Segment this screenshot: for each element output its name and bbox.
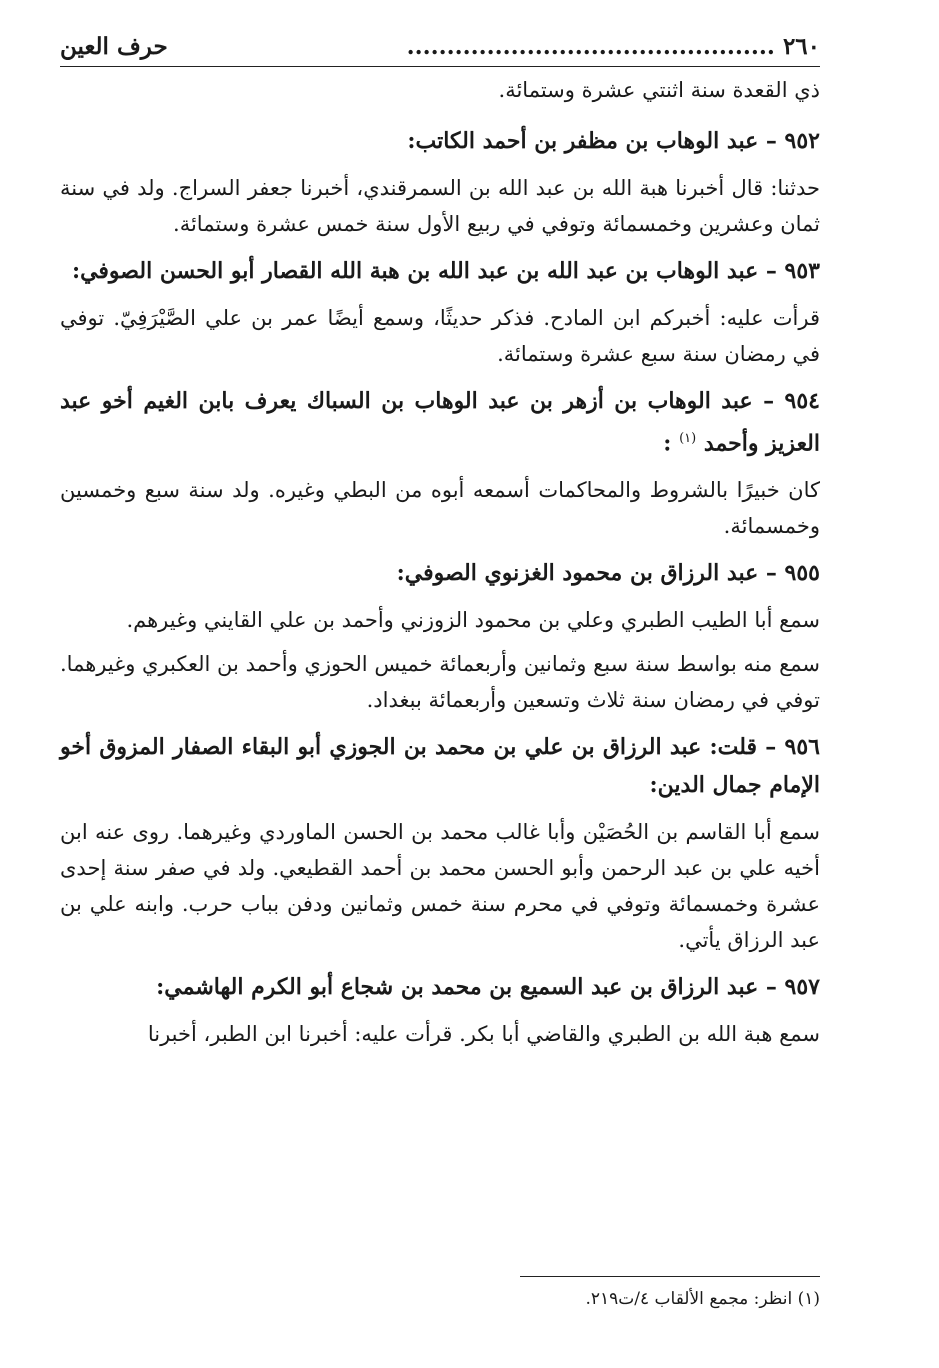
- entry-paragraph: سمع أبا القاسم بن الحُصَيْن وأبا غالب محمد بن الحسن الماوردي وغيرهما. روى عنه ابن أخيه علي بن عبد الرحمن وأبو الحسن محمد بن أحمد القطيعي. ولد في صفر سنة إحدى عشرة وخمسمائة وتوفي في محرم سنة خمس وثمانين ودفن بباب حرب. وابنه علي بن عبد الرزاق يأتي.: [60, 820, 820, 953]
- entry-heading: ٩٥٦ – قلت: عبد الرزاق بن علي بن محمد بن الجوزي أبو البقاء الصفار المزوق أخو الإمام جمال الدين:: [60, 734, 820, 799]
- header-rule: [60, 66, 820, 67]
- entry-paragraph: قرأت عليه: أخبركم ابن المادح. فذكر حديثًا، وسمع أيضًا عمر بن علي الصَّيْرَفِيّ. توفي في رمضان سنة سبع عشرة وستمائة.: [60, 306, 820, 366]
- entry-heading: ٩٥٣ – عبد الوهاب بن عبد الله بن عبد الله بن هبة الله القصار أبو الحسن الصوفي:: [71, 258, 820, 284]
- running-header: [60, 28, 820, 64]
- entry-paragraph: سمع منه بواسط سنة سبع وثمانين وأربعمائة خميس الحوزي وأحمد بن العكبري وغيرهما. توفي في رمضان سنة ثلاث وتسعين وأربعمائة ببغداد.: [60, 652, 820, 713]
- footnote-rule: [520, 1276, 820, 1277]
- entry-952: [60, 122, 820, 242]
- page-number: [407, 33, 820, 60]
- entry-heading-text: ٩٥٤ – عبد الوهاب بن أزهر بن عبد الوهاب بن السباك يعرف بابن الغيم أخو عبد العزيز وأحمد: [60, 388, 820, 457]
- entry-paragraph: سمع أبا الطيب الطبري وعلي بن محمود الزوزني وأحمد بن علي القايني وغيرهم.: [126, 608, 820, 633]
- entry-paragraph: سمع هبة الله بن الطبري والقاضي أبا بكر. قرأت عليه: أخبرنا ابن الطبر، أخبرنا: [147, 1022, 820, 1047]
- header-dots: ..............................................: [406, 32, 775, 60]
- entry-heading: ٩٥٢ – عبد الوهاب بن مظفر بن أحمد الكاتب:: [407, 128, 820, 154]
- entry-955: [60, 554, 820, 718]
- entry-957: [60, 968, 820, 1052]
- entry-paragraph: حدثنا: قال أخبرنا هبة الله بن عبد الله بن السمرقندي، أخبرنا جعفر السراج. ولد في سنة ثمان وعشرين وخمسمائة وتوفي في ربيع الأول سنة خمس عشرة وستمائة.: [60, 176, 820, 236]
- footnote-reference[interactable]: (١): [679, 431, 697, 446]
- entry-956: [60, 728, 820, 958]
- section-title: حرف العين: [60, 32, 168, 60]
- entry-954: [60, 382, 820, 544]
- entry-heading-end: :: [663, 430, 672, 457]
- entry-heading: [60, 382, 820, 462]
- entry-paragraph: كان خبيرًا بالشروط والمحاكمات أسمعه أبوه من البطي وغيره. ولد سنة سبع وخمسين وخمسمائة.: [60, 478, 820, 539]
- entry-heading: ٩٥٥ – عبد الرزاق بن محمود الغزنوي الصوفي:: [396, 560, 820, 587]
- continuation-text: ذي القعدة سنة اثنتي عشرة وستمائة.: [498, 78, 820, 102]
- entry-953: [60, 252, 820, 372]
- page-number-text: ٢٦٠: [782, 32, 820, 60]
- page-body: [60, 72, 820, 1052]
- entry-heading: ٩٥٧ – عبد الرزاق بن عبد السميع بن محمد بن شجاع أبو الكرم الهاشمي:: [156, 974, 820, 1001]
- book-page: [60, 28, 820, 1348]
- footnote: (١) انظر: مجمع الألقاب ٤/ت٢١٩.: [585, 1289, 820, 1309]
